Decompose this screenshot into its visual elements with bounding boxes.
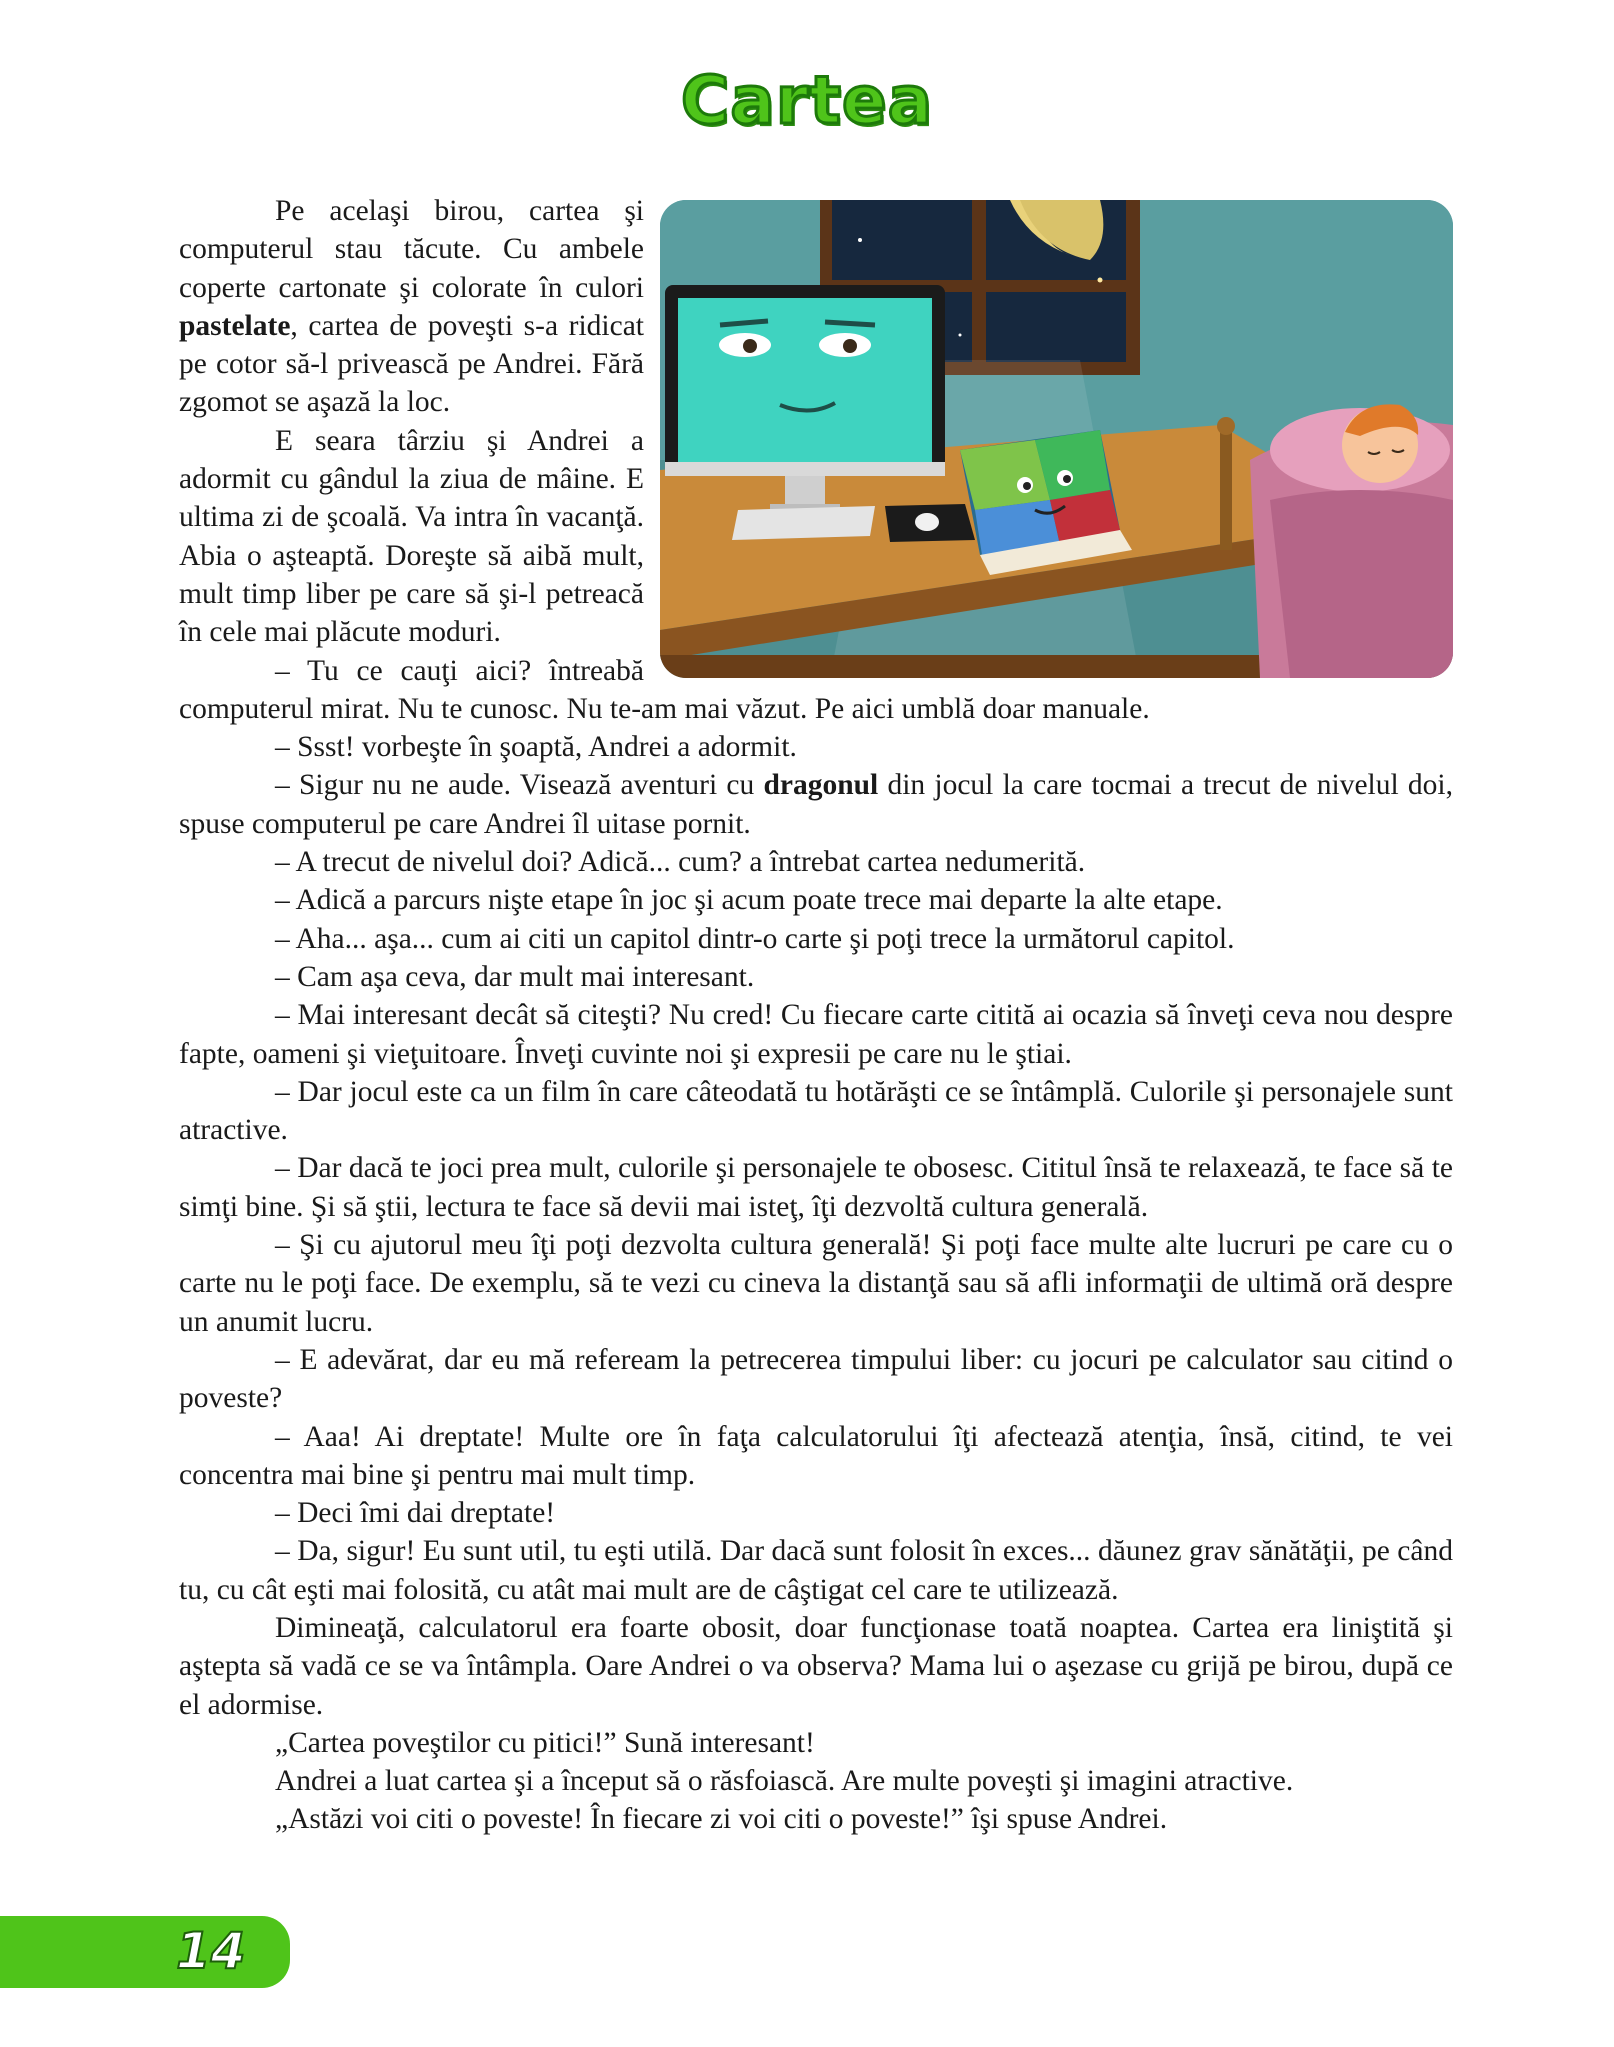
text-run: – Cam aşa ceva, dar mult mai interesant. [275, 960, 755, 993]
text-run: – Ssst! vorbeşte în şoaptă, Andrei a adormit. [275, 731, 797, 764]
paragraph [179, 766, 1453, 843]
paragraph [179, 1532, 1453, 1609]
text-run: – Şi cu ajutorul meu îţi poţi dezvolta cultura generală! Şi poţi face multe alte lucruri pe care cu o carte nu le poţi face. De exemplu, să te vezi cu cineva la distanţă sau să afli informaţii de ultimă oră despre un anumit lucru. [179, 1229, 1453, 1338]
paragraph [179, 1418, 1453, 1495]
paragraph [179, 920, 1453, 958]
text-run: – Tu ce cauţi aici? întreabă computerul mirat. Nu te cunosc. Nu te-am mai văzut. Pe aici umblă doar manuale. [179, 654, 1150, 725]
text-run: – Da, sigur! Eu sunt util, tu eşti utilă. Dar dacă sunt folosit în exces... dăunez grav sănătăţii, pe când tu, cu cât eşti mai folosită, cu atât mai mult are de câştigat cel care te utilizează. [179, 1535, 1453, 1606]
paragraph [179, 728, 1453, 766]
paragraph [179, 881, 1453, 919]
text-run: – Dar jocul este ca un film în care câteodată tu hotărăşti ce se întâmplă. Culorile şi personajele sunt atractive. [179, 1075, 1453, 1147]
paragraph [179, 1149, 1453, 1226]
text-run: – Adică a parcurs nişte etape în joc şi acum poate trece mai departe la alte etape. [275, 884, 1223, 917]
bold-word: dragonul [763, 769, 879, 802]
page-number: 14 [176, 1922, 246, 1980]
text-run: Pe acelaşi birou, cartea şi computerul stau tăcute. Cu ambele coperte cartonate şi colorate în culori [179, 195, 644, 304]
text-run: E seara târziu şi Andrei a adormit cu gândul la ziua de mâine. E ultima zi de şcoală. Va intra în vacanţă. Abia o aşteaptă. Doreşte să aibă mult, mult timp liber pe care să şi-l petreacă în cele mai plăcute moduri. [179, 424, 644, 649]
paragraph [179, 1800, 1453, 1838]
paragraph [179, 1724, 1453, 1762]
page-number-tab [0, 1916, 290, 1988]
text-run: – Aaa! Ai dreptate! Multe ore în faţa calculatorului îţi afectează atenţia, însă, citind, te vei concentra mai bine şi pentru mai mult timp. [179, 1420, 1453, 1491]
text-run: – Mai interesant decât să citeşti? Nu cred! Cu fiecare carte citită ai ocazia să înveţi ceva nou despre fapte, oameni şi vieţuitoare. Înveţi cuvinte noi şi expresii pe care nu le ştiai. [179, 999, 1453, 1070]
story-text [179, 192, 1453, 1839]
paragraph [179, 1226, 1453, 1341]
text-run: – A trecut de nivelul doi? Adică... cum? a întrebat cartea nedumerită. [275, 846, 1086, 879]
paragraph [179, 1073, 1453, 1150]
story-illustration [660, 200, 1453, 678]
paragraph [179, 1762, 1453, 1800]
text-run: – Dar dacă te joci prea mult, culorile şi personajele te obosesc. Cititul însă te relaxează, te face să te simţi bine. Şi să ştii, lectura te face să devii mai isteţ, îţi dezvoltă cultura generală. [179, 1152, 1453, 1223]
paragraph [179, 1609, 1453, 1724]
text-run: Dimineaţă, calculatorul era foarte obosit, doar funcţionase toată noaptea. Cartea era liniştită şi aştepta să vadă ce se va întâmpla. Oare Andrei o va observa? Mama lui o aşezase cu grijă pe birou, după ce el adormise. [179, 1611, 1453, 1721]
text-run: – Sigur nu ne aude. Visează aventuri cu [275, 769, 764, 802]
text-run: – Deci îmi dai dreptate! [275, 1497, 556, 1530]
paragraph [179, 843, 1453, 881]
text-run: Andrei a luat cartea şi a început să o răsfoiască. Are multe poveşti şi imagini atractive. [275, 1765, 1294, 1798]
bedroom-illustration [660, 200, 1453, 678]
page-title: Cartea [680, 62, 934, 139]
text-run: „Cartea poveştilor cu pitici!” Sună interesant! [275, 1726, 815, 1759]
paragraph [179, 958, 1453, 996]
paragraph [179, 1341, 1453, 1418]
bold-word: pastelate [179, 309, 291, 342]
text-run: „Astăzi voi citi o poveste! În fiecare zi voi citi o poveste!” îşi spuse Andrei. [275, 1803, 1168, 1836]
paragraph [179, 996, 1453, 1073]
text-run: – E adevărat, dar eu mă refeream la petrecerea timpului liber: cu jocuri pe calculator sau citind o poveste? [179, 1343, 1453, 1415]
text-run: – Aha... aşa... cum ai citi un capitol dintr-o carte şi poţi trece la următorul capitol. [275, 922, 1235, 955]
text-run: , cartea de poveşti s-a ridicat pe cotor să-l privească pe Andrei. Fără zgomot se aşază la loc. [179, 309, 644, 419]
paragraph [179, 1494, 1453, 1532]
text-run: din jocul la care tocmai a trecut de nivelul doi, spuse computerul pe care Andrei îl uitase pornit. [179, 769, 1453, 840]
